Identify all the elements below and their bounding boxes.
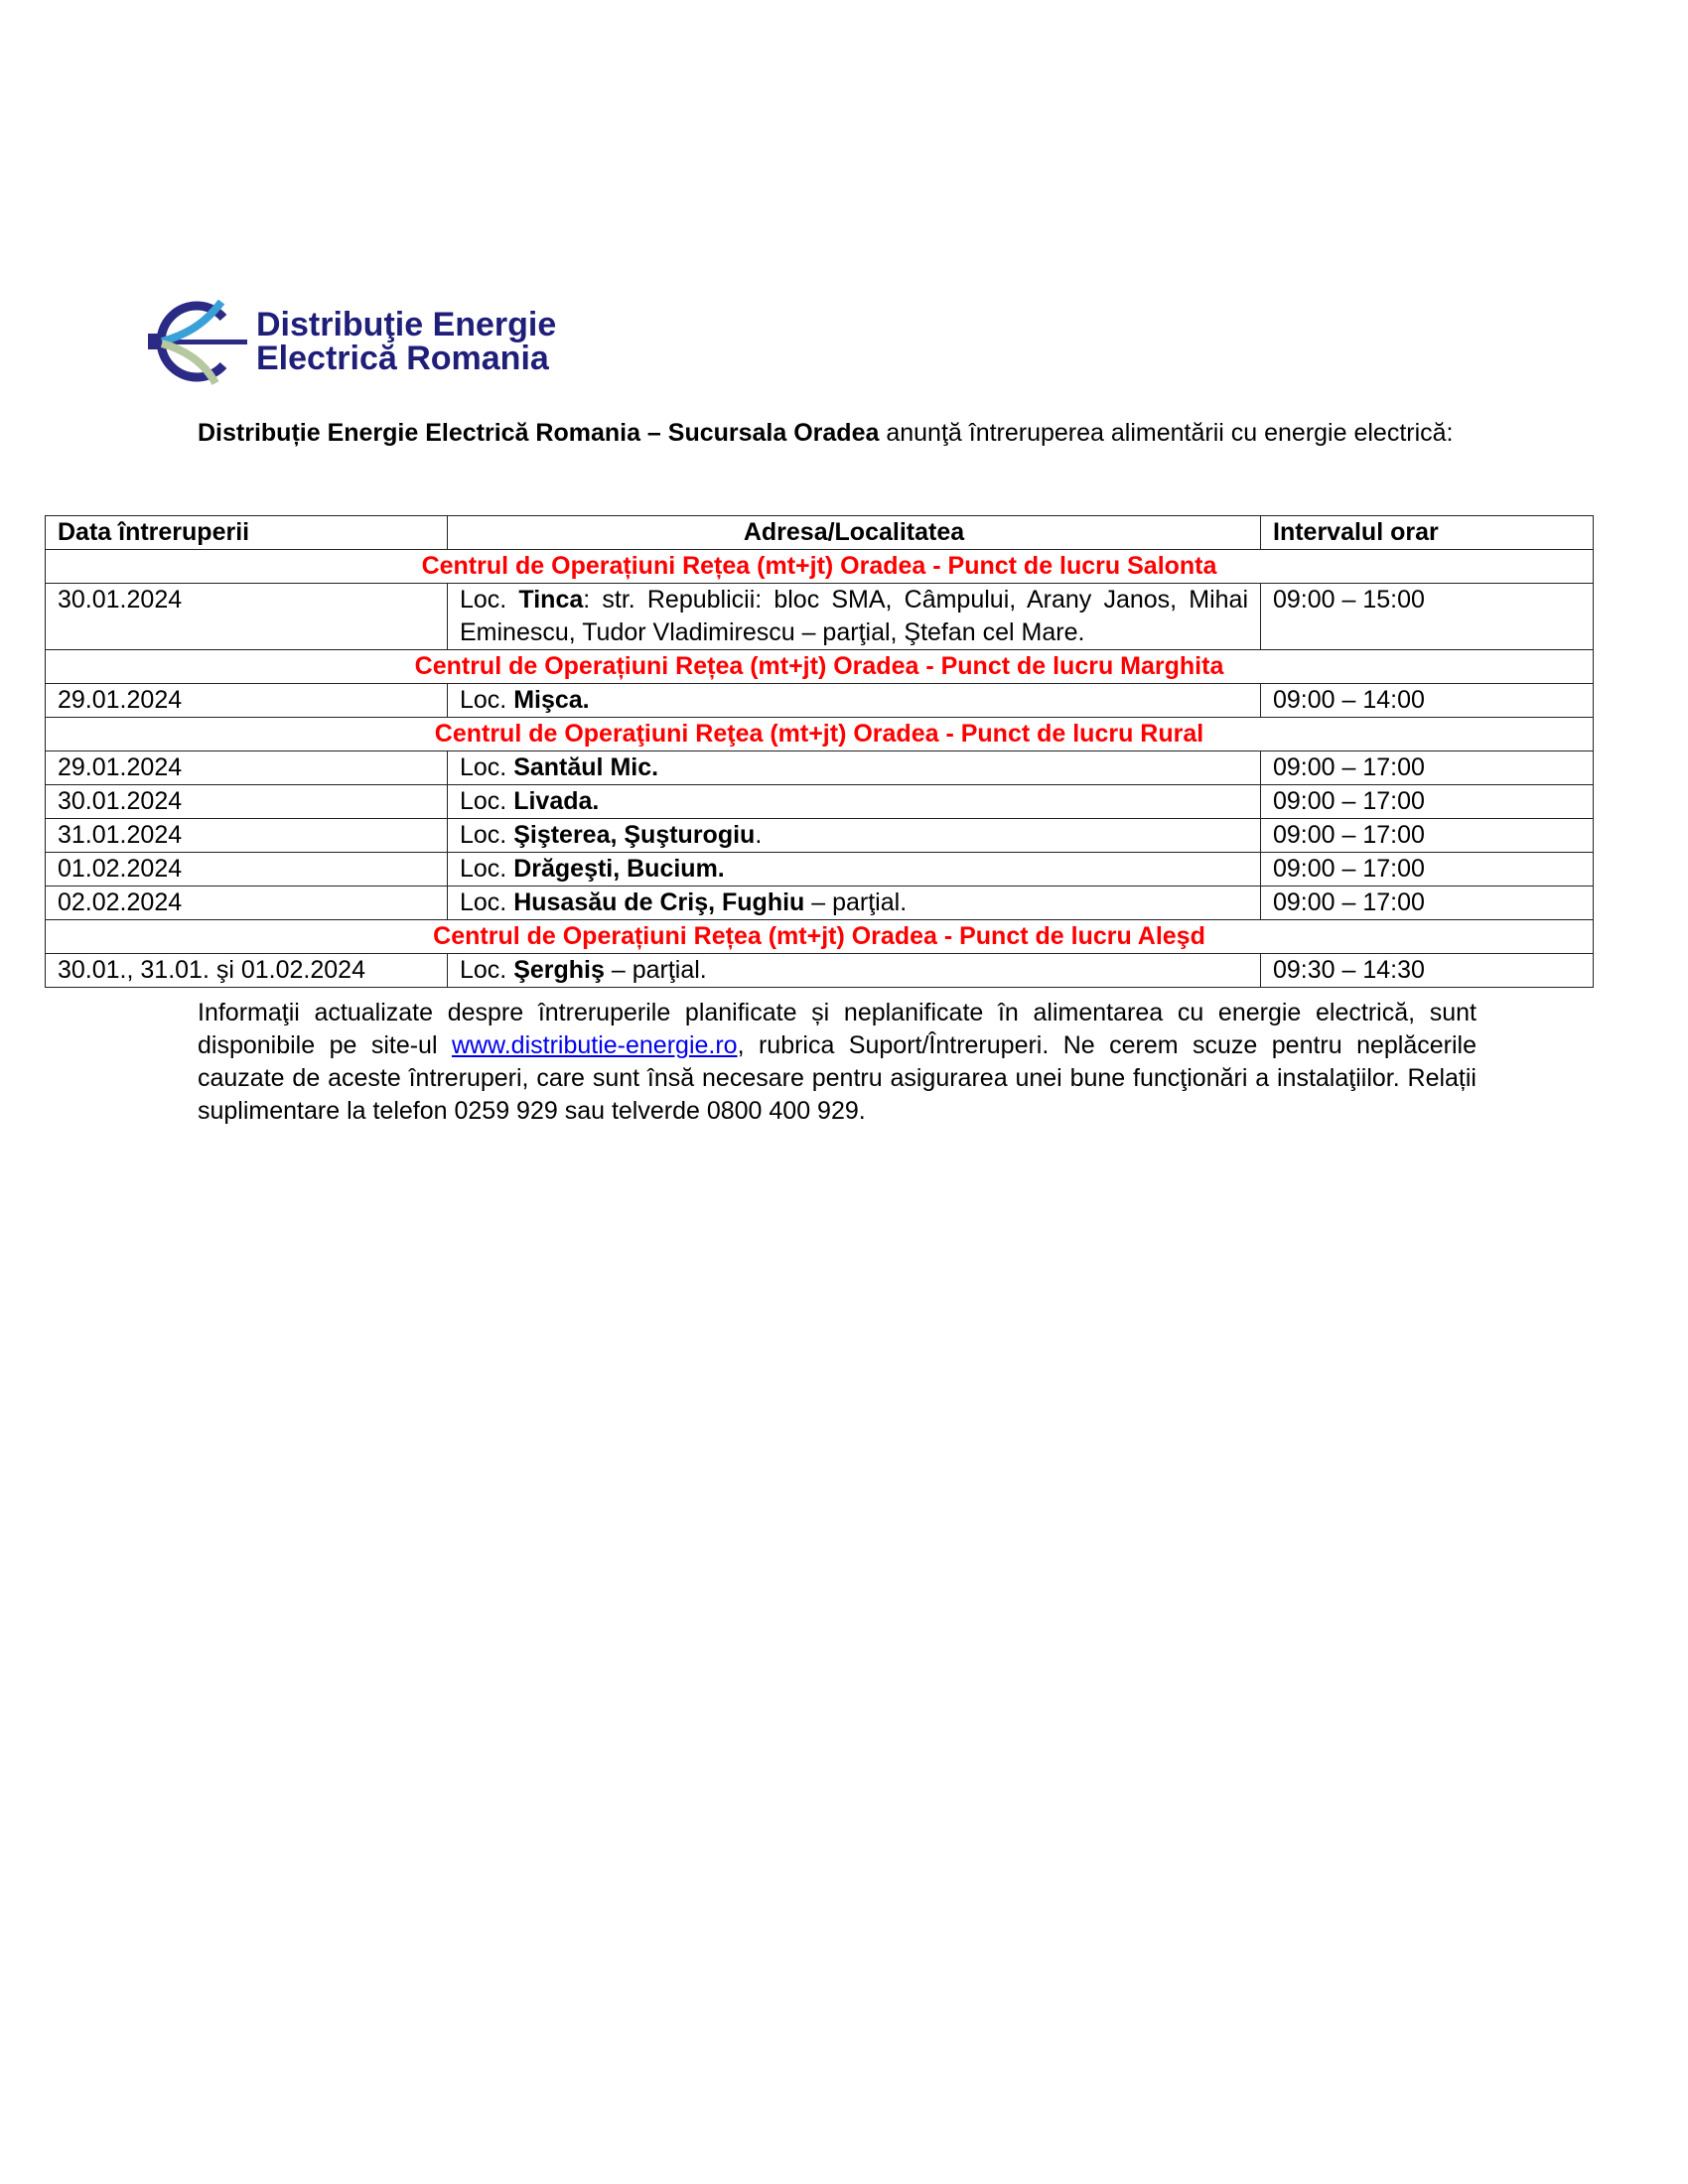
cell-address bbox=[448, 684, 1261, 718]
cell-date: 29.01.2024 bbox=[46, 751, 448, 785]
address-details: – parţial. bbox=[604, 956, 707, 984]
address-prefix: Loc. bbox=[460, 956, 514, 984]
address-prefix: Loc. bbox=[460, 753, 514, 781]
section-row bbox=[46, 718, 1594, 751]
section-row bbox=[46, 650, 1594, 684]
logo-line-1: Distribuţie Energie bbox=[256, 306, 557, 343]
address-prefix: Loc. bbox=[460, 686, 514, 714]
address-locality: Tinca bbox=[518, 586, 584, 614]
cell-interval: 09:00 – 14:00 bbox=[1261, 684, 1594, 718]
logo-wordmark bbox=[256, 308, 556, 375]
address-prefix: Loc. bbox=[460, 821, 514, 849]
address-locality: Santăul Mic. bbox=[513, 753, 659, 781]
cell-date: 29.01.2024 bbox=[46, 684, 448, 718]
website-link[interactable]: www.distributie-energie.ro bbox=[451, 1031, 738, 1059]
table-row bbox=[46, 853, 1594, 887]
cell-date: 31.01.2024 bbox=[46, 819, 448, 853]
outage-table bbox=[45, 515, 1594, 988]
address-details: . bbox=[755, 821, 763, 849]
address-prefix: Loc. bbox=[460, 855, 514, 883]
address-locality: Livada. bbox=[513, 787, 600, 815]
cell-date: 02.02.2024 bbox=[46, 887, 448, 920]
section-title: Centrul de Operaţiuni Reţea (mt+jt) Oradea - Punct de lucru Rural bbox=[46, 718, 1594, 751]
cell-interval: 09:00 – 17:00 bbox=[1261, 785, 1594, 819]
address-details: : str. Republicii: bloc SMA, Câmpului, Arany Janos, Mihai Eminescu, Tudor Vladimirescu – parţial, Ştefan cel Mare. bbox=[460, 586, 1248, 646]
header-date: Data întreruperii bbox=[46, 516, 448, 550]
address-locality: Şişterea, Şuşturogiu bbox=[513, 821, 756, 849]
cell-address bbox=[448, 819, 1261, 853]
address-prefix: Loc. bbox=[460, 586, 519, 614]
cell-interval: 09:00 – 17:00 bbox=[1261, 887, 1594, 920]
cell-date: 30.01.2024 bbox=[46, 584, 448, 650]
table-header bbox=[46, 516, 1594, 550]
table-row bbox=[46, 819, 1594, 853]
cell-address bbox=[448, 584, 1261, 650]
header-interval: Intervalul orar bbox=[1261, 516, 1594, 550]
logo-line-2: Electrică Romania bbox=[256, 340, 549, 377]
cell-interval: 09:00 – 15:00 bbox=[1261, 584, 1594, 650]
address-locality: Drăgeşti, Bucium. bbox=[513, 855, 725, 883]
cell-date: 30.01.2024 bbox=[46, 785, 448, 819]
footer-info bbox=[198, 997, 1477, 1128]
address-locality: Şerghiş bbox=[513, 956, 605, 984]
intro-company: Distribuție Energie Electrică Romania – Sucursala Oradea bbox=[198, 419, 880, 447]
cell-address bbox=[448, 785, 1261, 819]
section-title: Centrul de Operațiuni Rețea (mt+jt) Oradea - Punct de lucru Salonta bbox=[46, 550, 1594, 584]
cell-interval: 09:00 – 17:00 bbox=[1261, 819, 1594, 853]
address-locality: Husasău de Criş, Fughiu bbox=[513, 888, 805, 916]
intro-text: anunţă întreruperea alimentării cu energie electrică: bbox=[879, 419, 1454, 447]
logo-emblem-icon bbox=[144, 296, 248, 387]
table-row bbox=[46, 684, 1594, 718]
section-row bbox=[46, 550, 1594, 584]
cell-interval: 09:00 – 17:00 bbox=[1261, 853, 1594, 887]
cell-date: 01.02.2024 bbox=[46, 853, 448, 887]
address-locality: Mişca. bbox=[513, 686, 590, 714]
cell-address bbox=[448, 887, 1261, 920]
cell-address bbox=[448, 751, 1261, 785]
address-prefix: Loc. bbox=[460, 787, 514, 815]
address-details: – parţial. bbox=[804, 888, 908, 916]
intro-paragraph bbox=[198, 417, 1488, 450]
table-row bbox=[46, 584, 1594, 650]
footer-text-1: Informaţii actualizate despre întreruperile planificate și neplanificate în alimentarea cu energie electrică, sunt disponibile pe site-ul bbox=[198, 999, 1477, 1059]
header-address: Adresa/Localitatea bbox=[448, 516, 1261, 550]
table-row bbox=[46, 954, 1594, 988]
cell-interval: 09:00 – 17:00 bbox=[1261, 751, 1594, 785]
table-row bbox=[46, 887, 1594, 920]
company-logo bbox=[144, 296, 581, 387]
table-row bbox=[46, 785, 1594, 819]
section-title: Centrul de Operațiuni Rețea (mt+jt) Oradea - Punct de lucru Marghita bbox=[46, 650, 1594, 684]
table-row bbox=[46, 751, 1594, 785]
cell-date: 30.01., 31.01. şi 01.02.2024 bbox=[46, 954, 448, 988]
cell-address bbox=[448, 954, 1261, 988]
cell-interval: 09:30 – 14:30 bbox=[1261, 954, 1594, 988]
section-title: Centrul de Operațiuni Rețea (mt+jt) Oradea - Punct de lucru Aleşd bbox=[46, 920, 1594, 954]
section-row bbox=[46, 920, 1594, 954]
address-prefix: Loc. bbox=[460, 888, 514, 916]
footer-text-2: , rubrica Suport/Întreruperi. Ne cerem scuze pentru neplăcerile cauzate de aceste întreruperi, care sunt însă necesare pentru asigurarea unei bune funcţionări a instalaţiilor. Relații suplimentare la telefon 0259 929 sau telverde 0800 400 929. bbox=[198, 1031, 1477, 1125]
cell-address bbox=[448, 853, 1261, 887]
